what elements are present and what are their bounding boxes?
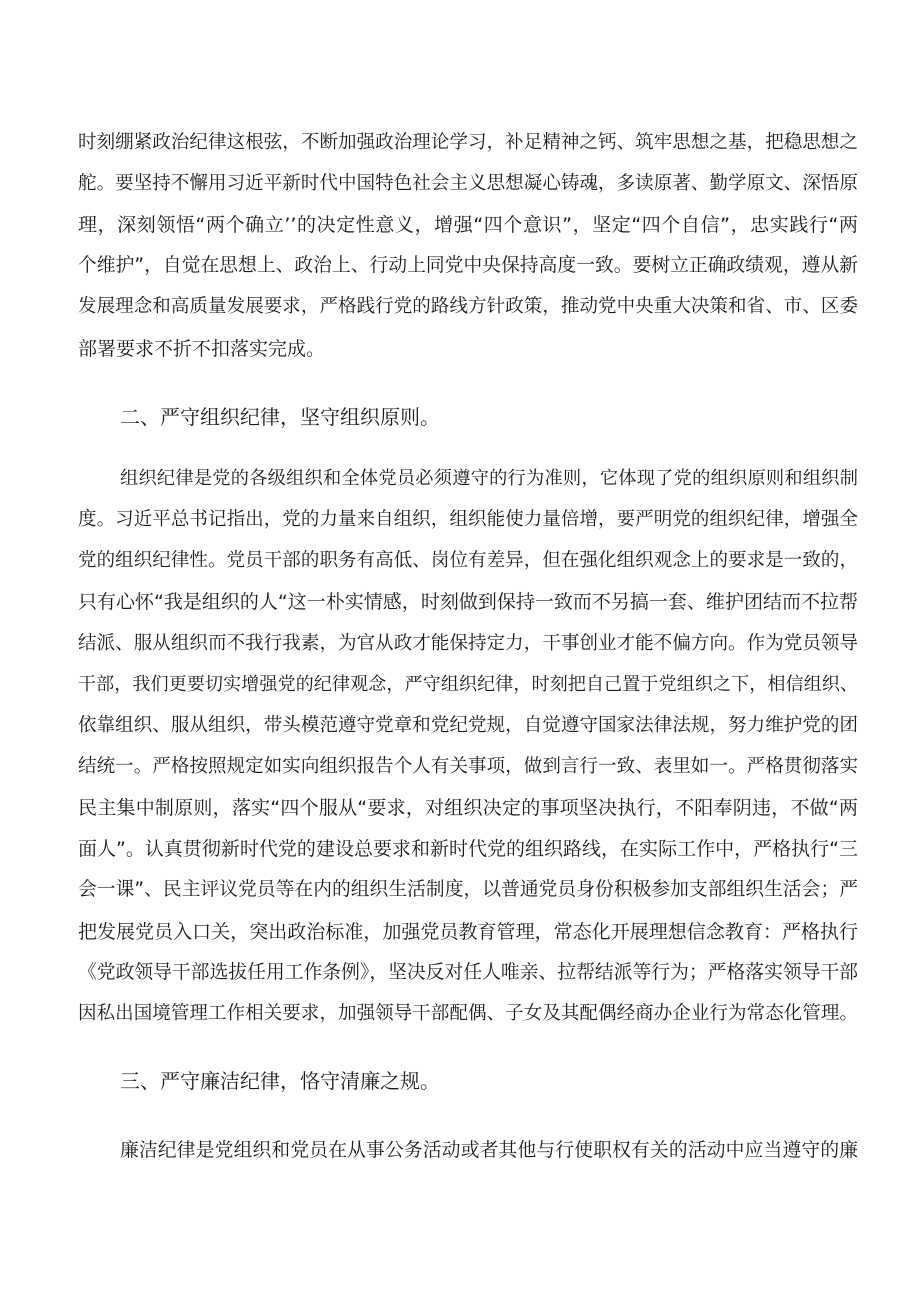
text-line: 发展理念和高质量发展要求，严格践行党的路线方针政策，推动党中央重大决策和省、市、区委: [78, 296, 858, 317]
text-line: 党的组织纪律性。党员干部的职务有高低、岗位有差异，但在强化组织观念上的要求是一致的，: [78, 550, 858, 571]
text-line: 组织纪律是党的各级组织和全体党员必须遵守的行为准则，它体现了党的组织原则和组织制: [120, 468, 858, 489]
text-line: 舵。要坚持不懈用习近平新时代中国特色社会主义思想凝心铸魂，多读原著、勤学原文、深悟原: [78, 173, 858, 194]
text-line: 《党政领导干部选拔任用工作条例》，坚决反对任人唯亲、拉帮结派等行为；严格落实领导干部: [78, 962, 858, 983]
text-line: 个维护”，自觉在思想上、政治上、行动上同党中央保持高度一致。要树立正确政绩观，遵从新: [78, 255, 858, 276]
text-line: 理，深刻领悟“两个确立’’的决定性意义，增强“四个意识”，坚定“四个自信”，忠实践行“两: [78, 214, 858, 236]
text-line: 廉洁纪律是党组织和党员在从事公务活动或者其他与行使职权有关的活动中应当遵守的廉: [120, 1140, 858, 1161]
text-line: 时刻绷紧政治纪律这根弦，不断加强政治理论学习，补足精神之钙、筑牢思想之基，把稳思想之: [78, 132, 858, 153]
text-line: 依靠组织、服从组织，带头模范遵守党章和党纪党规，自觉遵守国家法律法规，努力维护党的团: [78, 715, 858, 736]
text-line: 干部，我们更要切实增强党的纪律观念，严守组织纪律，时刻把自己置于党组织之下，相信组织、: [78, 674, 858, 695]
text-line: 只有心怀“我是组织的人“这一朴实情感，时刻做到保持一致而不另搞一套、维护团结而不拉帮: [78, 591, 858, 613]
text-line: 会一课”、民主评议党员等在内的组织生活制度，以普通党员身份积极参加支部组织生活会；严: [78, 879, 858, 900]
text-line: 部署要求不折不扣落实完成。: [78, 338, 326, 360]
text-line: 结派、服从组织而不我行我素，为官从政才能保持定力，干事创业才能不偏方向。作为党员领导: [78, 633, 858, 654]
section-heading-integrity-discipline: 三、严守廉洁纪律，恪守清廉之规。: [120, 1069, 440, 1093]
text-line: 民主集中制原则，落实“四个服从“要求，对组织决定的事项坚决执行，不阳奉阴违，不做“两: [78, 797, 858, 819]
text-line: 把发展党员入口关，突出政治标准，加强党员教育管理，常态化开展理想信念教育：严格执行: [78, 921, 858, 943]
text-line: 因私出国境管理工作相关要求，加强领导干部配偶、子女及其配偶经商办企业行为常态化管理。: [78, 1003, 858, 1024]
text-line: 结统一。严格按照规定如实向组织报告个人有关事项，做到言行一致、表里如一。严格贯彻落实: [78, 756, 858, 777]
section-heading-organizational-discipline: 二、严守组织纪律，坚守组织原则。: [120, 405, 440, 429]
text-line: 面人”。认真贯彻新时代党的建设总要求和新时代党的组织路线，在实际工作中，严格执行“三: [78, 838, 858, 860]
text-line: 度。习近平总书记指出，党的力量来自组织，组织能使力量倍增，要严明党的组织纪律，增强全: [78, 509, 858, 530]
